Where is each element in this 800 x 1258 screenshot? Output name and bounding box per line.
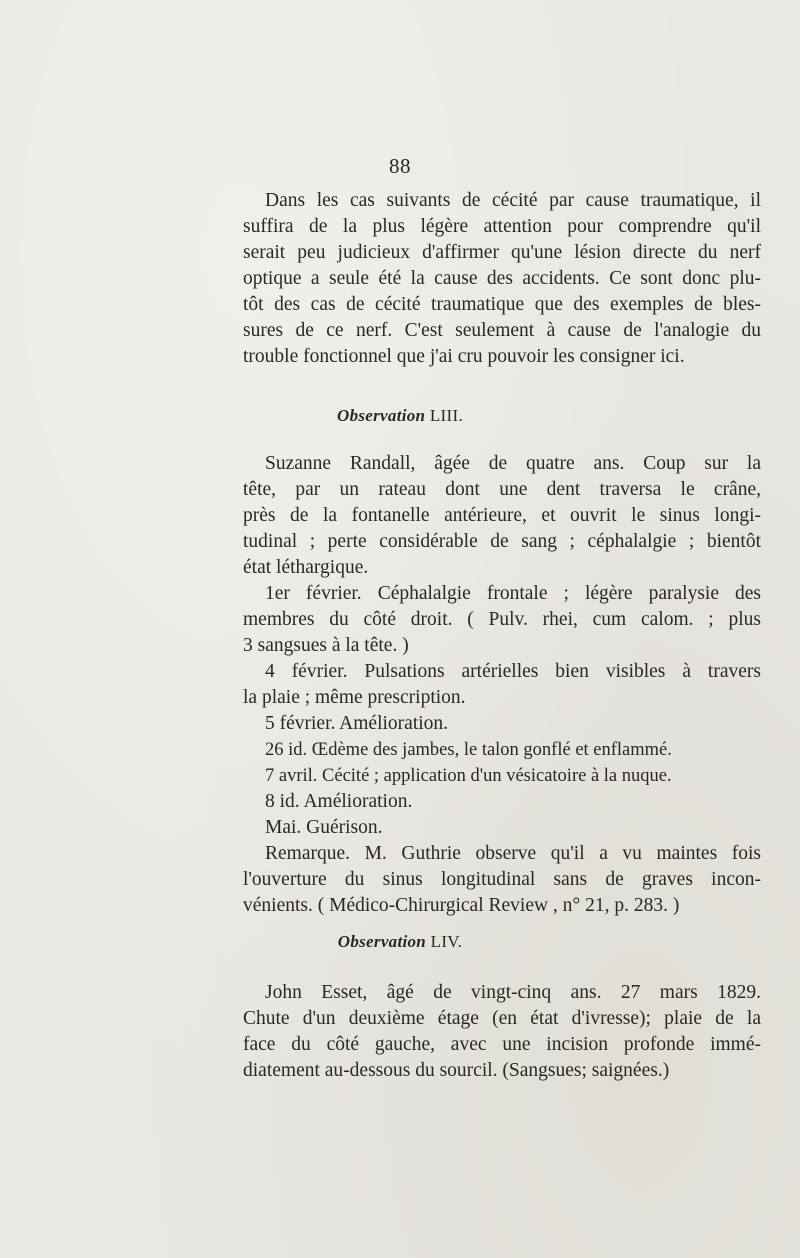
observation-label: Observation [337, 932, 427, 951]
text-line: 7 avril. Cécité ; application d'un vésicatoire à la nuque. [265, 766, 672, 786]
observation-number: LIV. [430, 932, 463, 951]
text-line: optique a seule été la cause des accidents. Ce sont donc plu- [243, 268, 761, 289]
intro-paragraph [243, 188, 761, 370]
observation-label: Observation [337, 406, 426, 425]
text-line: vénients. ( Médico-Chirurgical Review , n° 21, p. 283. ) [243, 895, 680, 916]
text-line: 8 id. Amélioration. [265, 791, 413, 812]
text-line: suffira de la plus légère attention pour comprendre qu'il [243, 216, 761, 237]
text-line: près de la fontanelle antérieure, et ouvrit le sinus longi- [243, 505, 761, 526]
text-line: Chute d'un deuxième étage (en état d'ivresse); plaie de la [243, 1008, 761, 1029]
page-number: 88 [389, 154, 411, 178]
observation-heading [0, 932, 800, 952]
text-line: Remarque. M. Guthrie observe qu'il a vu maintes fois [265, 843, 761, 864]
observation-body [243, 451, 761, 919]
text-line: tôt des cas de cécité traumatique que des exemples de bles- [243, 294, 761, 315]
text-line: l'ouverture du sinus longitudinal sans de graves incon- [243, 869, 761, 890]
text-line: la plaie ; même prescription. [243, 687, 466, 708]
text-line: Mai. Guérison. [265, 817, 383, 838]
text-line: 5 février. Amélioration. [265, 713, 449, 734]
text-line: Suzanne Randall, âgée de quatre ans. Coup sur la [265, 453, 761, 474]
text-line: tête, par un rateau dont une dent traversa le crâne, [243, 479, 761, 500]
observation-number: LIII. [429, 406, 463, 425]
text-line: face du côté gauche, avec une incision profonde immé- [243, 1034, 761, 1055]
text-line: 3 sangsues à la tête. ) [243, 635, 409, 656]
text-line: trouble fonctionnel que j'ai cru pouvoir les consigner ici. [243, 346, 685, 367]
text-line: 26 id. Œdème des jambes, le talon gonflé et enflammé. [265, 740, 672, 760]
text-line: sures de ce nerf. C'est seulement à cause de l'analogie du [243, 320, 761, 341]
text-line: John Esset, âgé de vingt-cinq ans. 27 mars 1829. [265, 982, 761, 1003]
text-line: serait peu judicieux d'affirmer qu'une lésion directe du nerf [243, 242, 761, 263]
text-line: diatement au-dessous du sourcil. (Sangsues; saignées.) [243, 1060, 670, 1081]
text-line: membres du côté droit. ( Pulv. rhei, cum calom. ; plus [243, 609, 761, 630]
text-line: 4 février. Pulsations artérielles bien visibles à travers [265, 661, 761, 682]
text-line: 1er février. Céphalalgie frontale ; légère paralysie des [265, 583, 761, 604]
text-line: Dans les cas suivants de cécité par cause traumatique, il [265, 190, 761, 211]
text-line: tudinal ; perte considérable de sang ; céphalalgie ; bientôt [243, 531, 761, 552]
observation-body [243, 980, 761, 1084]
observation-heading [0, 406, 800, 426]
text-line: état léthargique. [243, 557, 369, 578]
